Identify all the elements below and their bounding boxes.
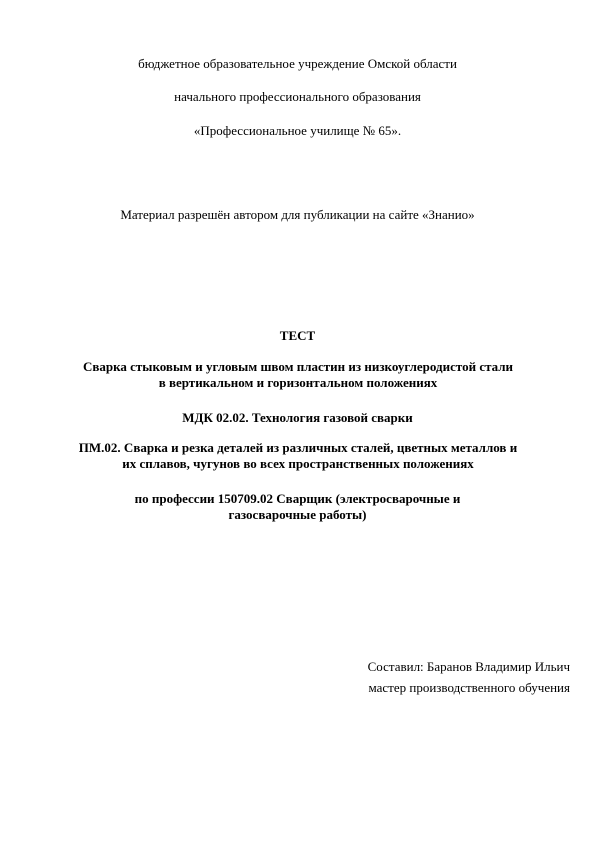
- mdk-title: МДК 02.02. Технология газовой сварки: [182, 410, 413, 425]
- test-heading: ТЕСТ: [279, 328, 316, 343]
- test-subject: Сварка стыковым и угловым швом пластин из низкоуглеродистой стали в вертикальном и горизонтальном положениях: [82, 359, 514, 390]
- institution-line-2: начального профессионального образования: [174, 89, 421, 104]
- pm-title: ПМ.02. Сварка и резка деталей из различных сталей, цветных металлов и их сплавов, чугунов во всех пространственных положениях: [78, 440, 518, 471]
- publication-permission: Материал разрешён автором для публикации на сайте «Знанио»: [120, 207, 475, 222]
- institution-line-3: «Профессиональное училище № 65».: [193, 123, 402, 138]
- author-position: мастер производственного обучения: [368, 680, 570, 695]
- institution-line-1: бюджетное образовательное учреждение Омской области: [138, 56, 457, 71]
- author-name: Составил: Баранов Владимир Ильич: [367, 659, 570, 674]
- profession-title: по профессии 150709.02 Сварщик (электросварочные и газосварочные работы): [134, 491, 461, 522]
